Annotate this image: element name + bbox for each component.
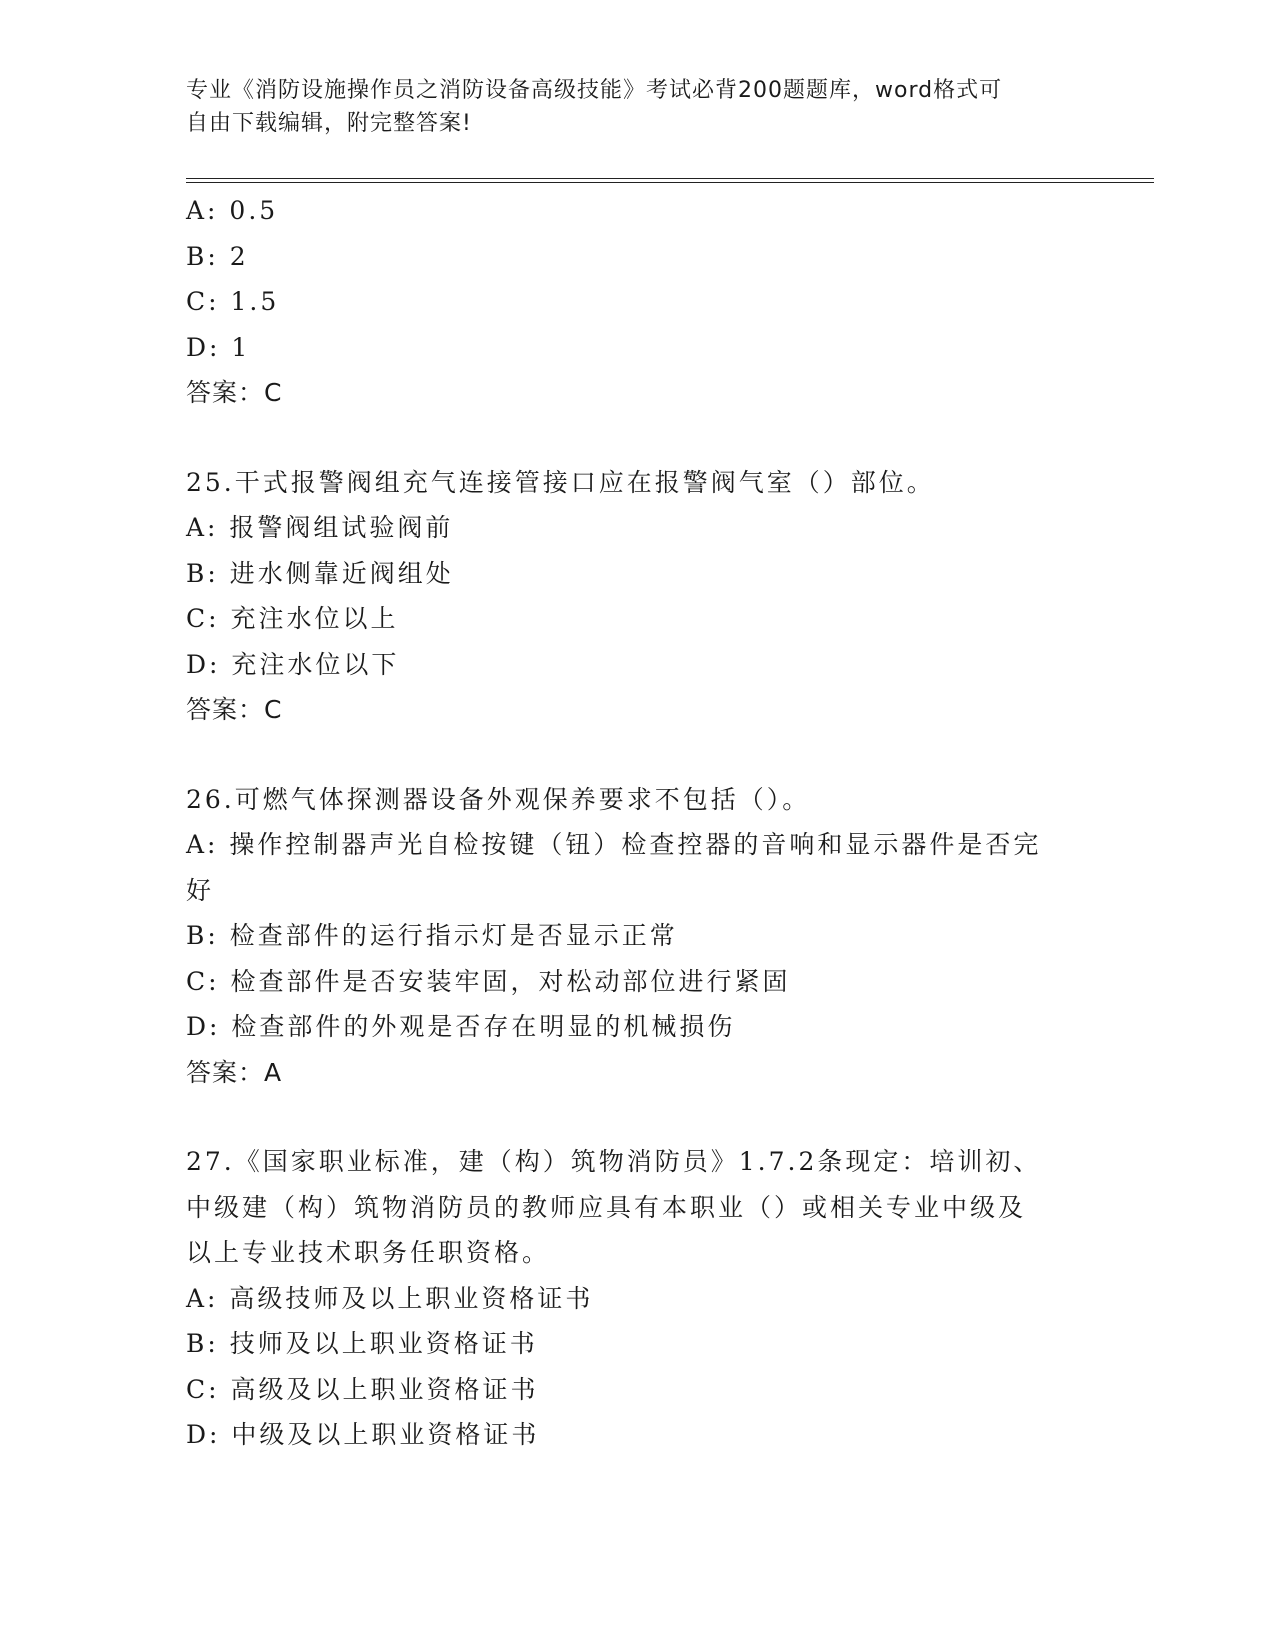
question-27-block: [186, 1139, 1066, 1458]
question-25-block: [186, 460, 1066, 733]
question-text: 26.可燃气体探测器设备外观保养要求不包括（）。: [186, 784, 811, 814]
question-26-block: [186, 777, 1066, 1096]
spacer: [186, 1095, 1066, 1139]
option-a: A: 报警阀组试验阀前: [186, 513, 454, 542]
option-a: A: 0.5: [186, 196, 279, 225]
question-text-line-2: 中级建（构）筑物消防员的教师应具有本职业（）或相关专业中级及: [186, 1192, 1027, 1222]
option-b: B: 检查部件的运行指示灯是否显示正常: [186, 921, 678, 950]
header-rule-bottom: [186, 182, 1154, 183]
option-c: C: 充注水位以上: [186, 604, 399, 633]
option-c: C: 1.5: [186, 287, 280, 316]
answer-line: 答案：C: [186, 378, 283, 407]
option-c: C: 检查部件是否安装牢固，对松动部位进行紧固: [186, 966, 791, 996]
option-b: B: 2: [186, 241, 249, 271]
option-a: A: 高级技师及以上职业资格证书: [186, 1283, 594, 1313]
spacer: [186, 416, 1066, 460]
option-d: D: 检查部件的外观是否存在明显的机械损伤: [186, 1012, 736, 1041]
spacer: [186, 733, 1066, 777]
option-d: D: 中级及以上职业资格证书: [186, 1420, 540, 1449]
document-header: [186, 74, 1066, 140]
option-c: C: 高级及以上职业资格证书: [186, 1374, 539, 1404]
question-24-block: [186, 188, 1066, 416]
header-line-1: 专业《消防设施操作员之消防设备高级技能》考试必背200题题库，word格式可: [186, 78, 1003, 103]
option-a-continued: 好: [186, 875, 215, 905]
option-b: B: 进水侧靠近阀组处: [186, 558, 454, 588]
answer-line: 答案：A: [186, 1057, 283, 1087]
header-rule-top: [186, 178, 1154, 179]
question-text-line-1: 27.《国家职业标准，建（构）筑物消防员》1.7.2条现定：培训初、: [186, 1147, 1042, 1176]
option-b: B: 技师及以上职业资格证书: [186, 1329, 538, 1358]
question-text-line-3: 以上专业技术职务任职资格。: [186, 1238, 551, 1267]
answer-line: 答案：C: [186, 695, 283, 724]
question-list: [186, 188, 1066, 1458]
header-line-2: 自由下载编辑，附完整答案!: [186, 111, 472, 136]
option-d: D: 1: [186, 332, 251, 362]
option-d: D: 充注水位以下: [186, 649, 400, 679]
option-a: A: 操作控制器声光自检按键（钮）检查控器的音响和显示器件是否完: [186, 830, 1042, 859]
question-text: 25.干式报警阀组充气连接管接口应在报警阀气室（）部位。: [186, 467, 935, 497]
